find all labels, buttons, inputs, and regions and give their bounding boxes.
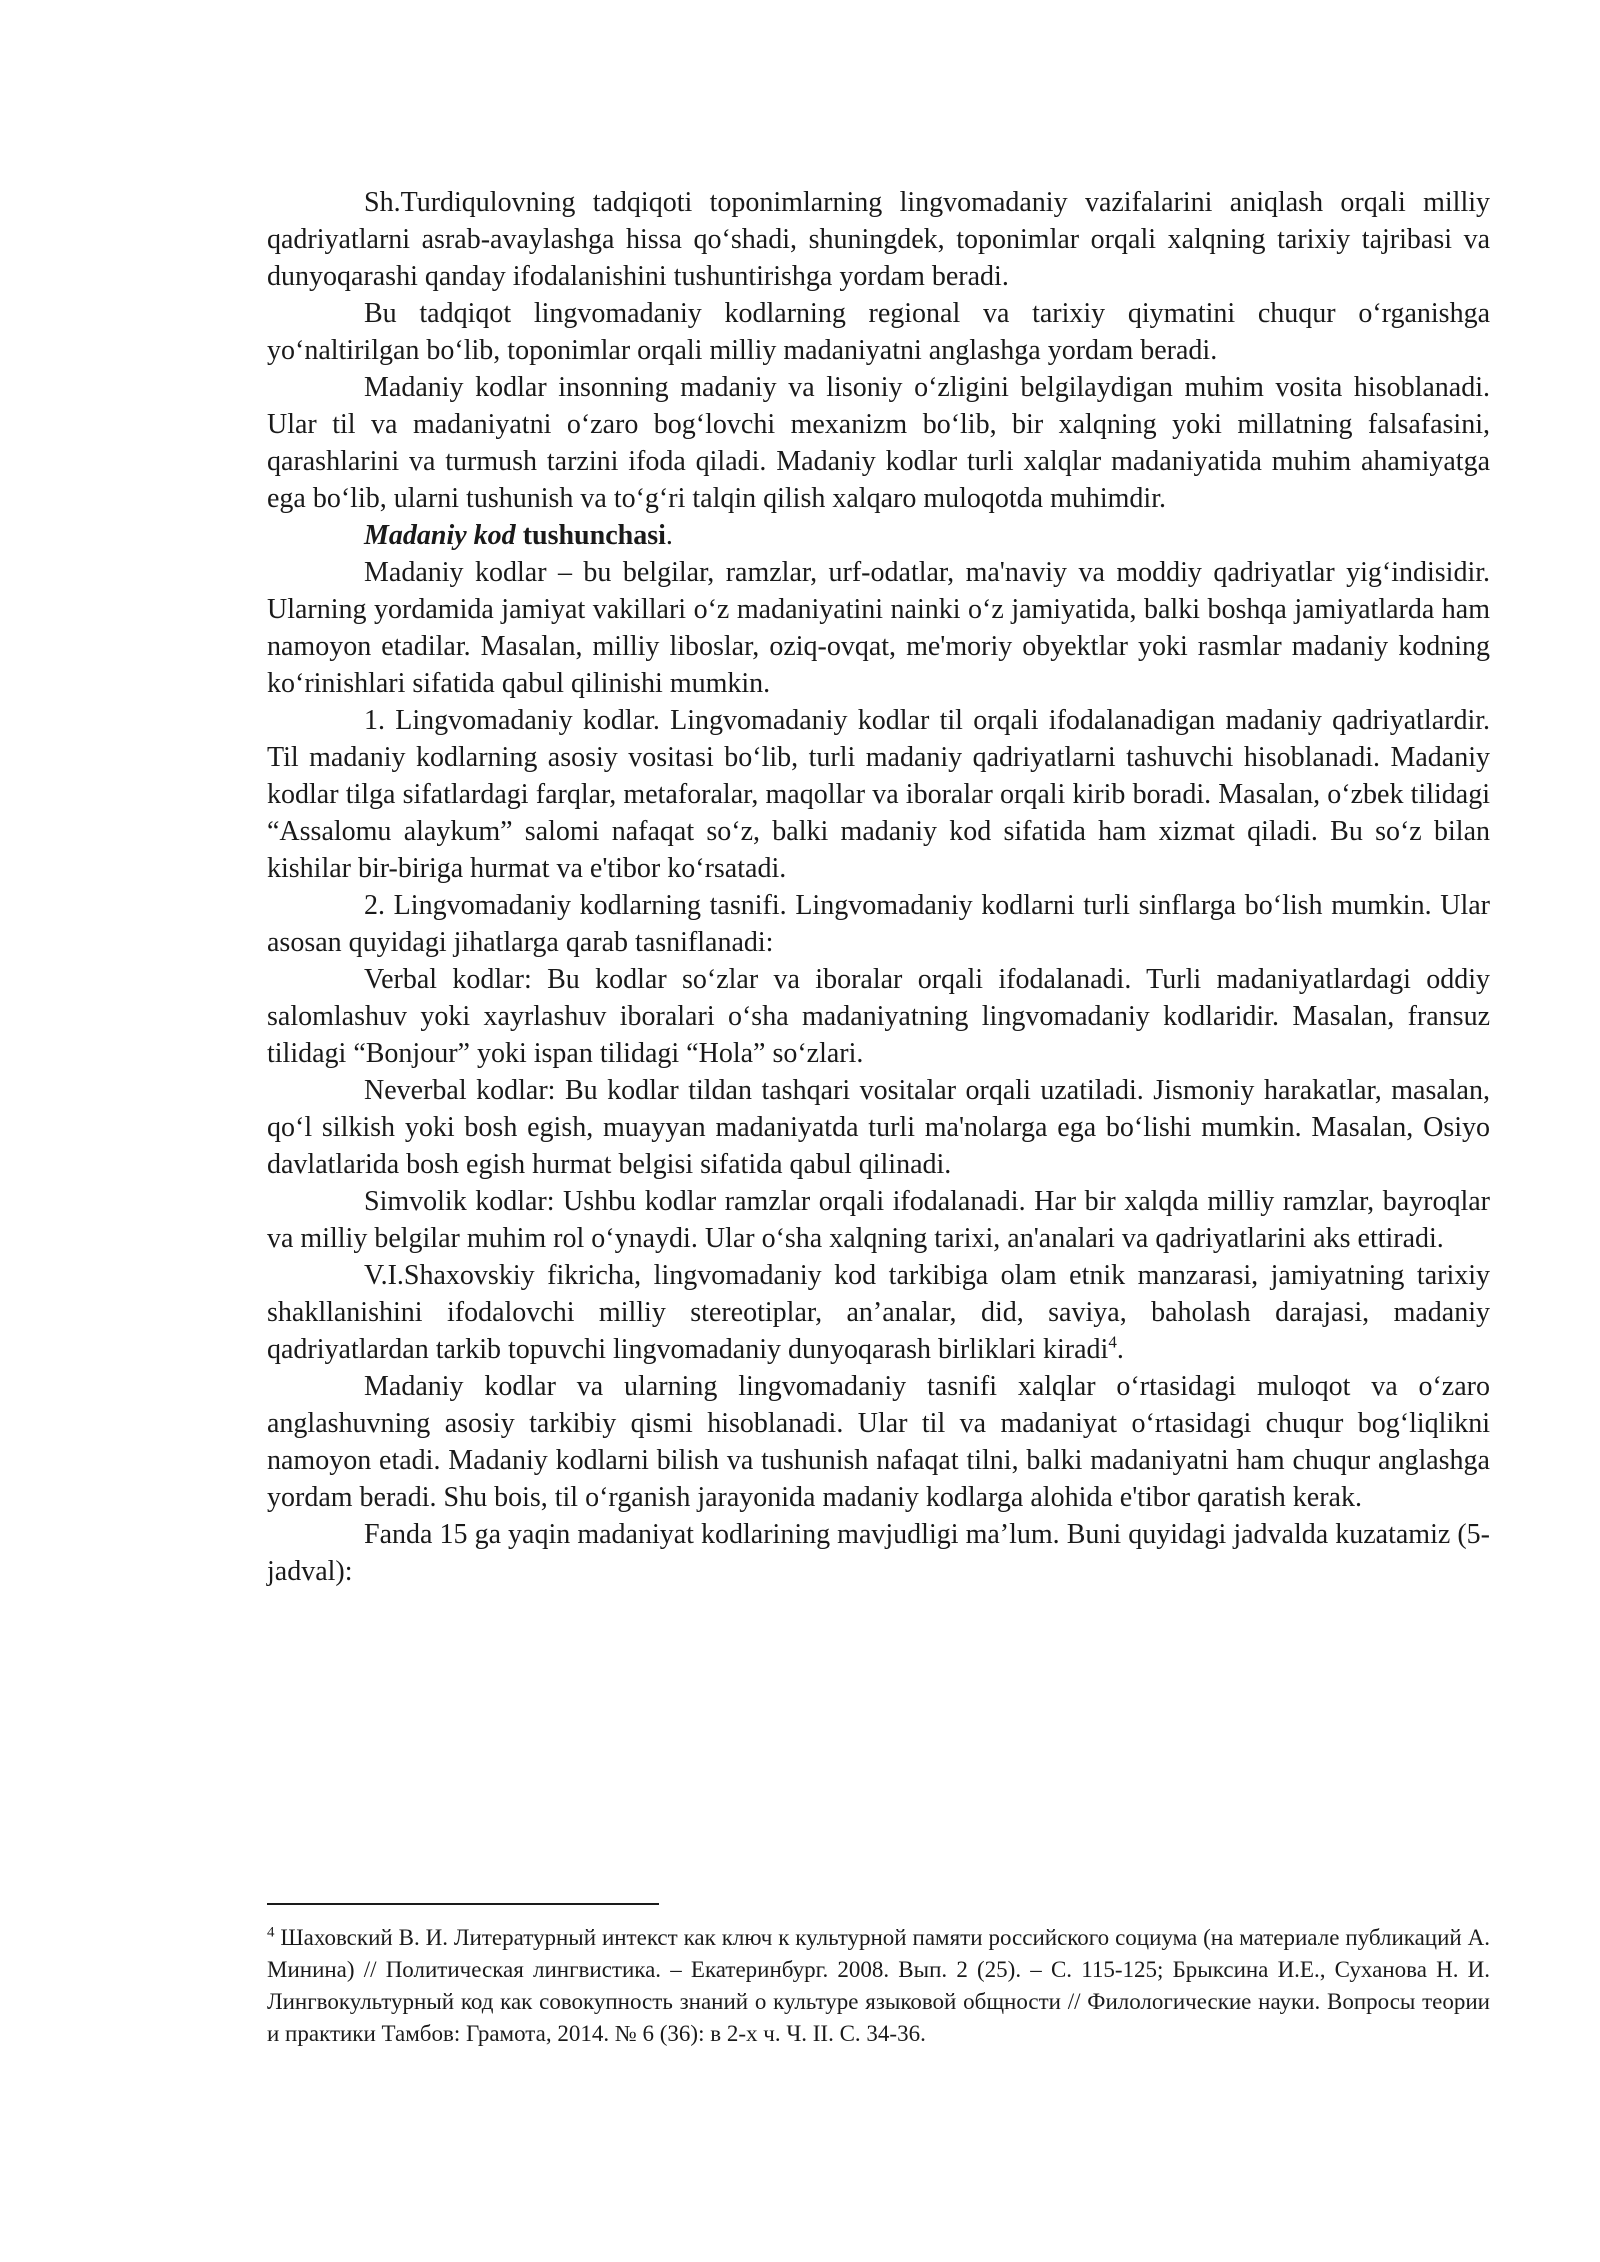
paragraph-research-aim: Bu tadqiqot lingvomadaniy kodlarning regional va tarixiy qiymatini chuqur o‘rganishga yo‘naltirilgan bo‘lib, toponimlar orqali milliy madaniyatni anglashga yordam beradi. xyxy=(267,298,1490,366)
heading-bold-term: tushunchasi xyxy=(515,520,666,551)
paragraph-linguocultural-codes: 1. Lingvomadaniy kodlar. Lingvomadaniy kodlar til orqali ifodalanadigan madaniy qadriyatlardir. Til madaniy kodlarning asosiy vositasi bo‘lib, turli madaniy qadriyatlarni tashuvchi hisoblanadi. Madaniy kodlar tilga sifatlardagi farqlar, metaforalar, maqollar va iboralar orqali kirib boradi. Masalan, o‘zbek tilidagi “Assalomu alaykum” salomi nafaqat so‘z, balki madaniy kod sifatida ham xizmat qiladi. Bu so‘z bilan kishilar bir-biriga hurmat va e'tibor ko‘rsatadi. xyxy=(267,705,1490,884)
heading-italic-term: Madaniy kod xyxy=(364,520,516,551)
paragraph-table-intro: Fanda 15 ga yaqin madaniyat kodlarining mavjudligi ma’lum. Buni quyidagi jadvalda kuzatamiz (5-jadval): xyxy=(267,1519,1490,1587)
shaxovskiy-period: . xyxy=(1116,1334,1124,1365)
footnote-separator xyxy=(267,1903,659,1905)
paragraph-definition: Madaniy kodlar – bu belgilar, ramzlar, urf-odatlar, ma'naviy va moddiy qadriyatlar yig‘indisidir. Ularning yordamida jamiyat vakillari o‘z madaniyatini nainki o‘z jamiyatida, balki boshqa jamiyatlarda ham namoyon etadilar. Masalan, milliy liboslar, oziq-ovqat, me'moriy obyektlar yoki rasmlar madaniy kodning ko‘rinishlari sifatida qabul qilinishi mumkin. xyxy=(267,557,1490,699)
footnote-reference[interactable]: 4 xyxy=(1108,1332,1117,1352)
paragraph-symbolic-codes: Simvolik kodlar: Ushbu kodlar ramzlar orqali ifodalanadi. Har bir xalqda milliy ramzlar, bayroqlar va milliy belgilar muhim rol o‘ynaydi. Ular o‘sha xalqning tarixi, an'analari va qadriyatlarini aks ettiradi. xyxy=(267,1186,1490,1254)
footnote xyxy=(267,1922,1490,2050)
footnote-text: Шаховский В. И. Литературный интекст как ключ к культурной памяти российского социума (на материале публикаций А. Минина) // Политическая лингвистика. – Екатеринбург. 2008. Вып. 2 (25). – С. 115-125; Брыксина И.Е., Суханова Н. И. Лингвокультурный код как совокупность знаний о культуре языковой общности // Филологические науки. Вопросы теории и практики Тамбов: Грамота, 2014. № 6 (36): в 2-х ч. Ч. II. С. 34-36. xyxy=(267,1925,1490,2046)
paragraph-turdiqulov: Sh.Turdiqulovning tadqiqoti toponimlarning lingvomadaniy vazifalarini aniqlash orqali milliy qadriyatlarni asrab-avaylashga hissa qo‘shadi, shuningdek, toponimlar orqali xalqning tarixiy tajribasi va dunyoqarashi qanday ifodalanishini tushuntirishga yordam beradi. xyxy=(267,187,1490,292)
paragraph-shaxovskiy xyxy=(267,1257,1490,1368)
shaxovskiy-text: V.I.Shaxovskiy fikricha, lingvomadaniy kod tarkibiga olam etnik manzarasi, jamiyatning tarixiy shakllanishini ifodalovchi milliy stereotiplar, an’analar, did, saviya, baholash darajasi, madaniy qadriyatlardan tarkib topuvchi lingvomadaniy dunyoqarash birliklari kiradi xyxy=(267,1260,1490,1365)
document-body xyxy=(267,184,1490,1590)
paragraph-cultural-codes-intro: Madaniy kodlar insonning madaniy va lisoniy o‘zligini belgilaydigan muhim vosita hisoblanadi. Ular til va madaniyatni o‘zaro bog‘lovchi mexanizm bo‘lib, bir xalqning yoki millatning falsafasini, qarashlarini va turmush tarzini ifoda qiladi. Madaniy kodlar turli xalqlar madaniyatida muhim ahamiyatga ega bo‘lib, ularni tushunish va to‘g‘ri talqin qilish xalqaro muloqotda muhimdir. xyxy=(267,372,1490,514)
paragraph-conclusion: Madaniy kodlar va ularning lingvomadaniy tasnifi xalqlar o‘rtasidagi muloqot va o‘zaro anglashuvning asosiy tarkibiy qismi hisoblanadi. Ular til va madaniyat o‘rtasidagi chuqur bog‘liqlikni namoyon etadi. Madaniy kodlarni bilish va tushunish nafaqat tilni, balki madaniyatni ham chuqur anglashga yordam beradi. Shu bois, til o‘rganish jarayonida madaniy kodlarga alohida e'tibor qaratish kerak. xyxy=(267,1371,1490,1513)
section-heading xyxy=(267,517,1490,554)
paragraph-classification: 2. Lingvomadaniy kodlarning tasnifi. Lingvomadaniy kodlarni turli sinflarga bo‘lish mumkin. Ular asosan quyidagi jihatlarga qarab tasniflanadi: xyxy=(267,890,1490,958)
heading-period: . xyxy=(665,520,673,551)
footnote-number: 4 xyxy=(267,1924,275,1941)
paragraph-verbal-codes: Verbal kodlar: Bu kodlar so‘zlar va iboralar orqali ifodalanadi. Turli madaniyatlardagi oddiy salomlashuv yoki xayrlashuv iboralari o‘sha madaniyatning lingvomadaniy kodlaridir. Masalan, fransuz tilidagi “Bonjour” yoki ispan tilidagi “Hola” so‘zlari. xyxy=(267,964,1490,1069)
paragraph-nonverbal-codes: Neverbal kodlar: Bu kodlar tildan tashqari vositalar orqali uzatiladi. Jismoniy harakatlar, masalan, qo‘l silkish yoki bosh egish, muayyan madaniyatda turli ma'nolarga ega bo‘lishi mumkin. Masalan, Osiyo davlatlarida bosh egish hurmat belgisi sifatida qabul qilinadi. xyxy=(267,1075,1490,1180)
